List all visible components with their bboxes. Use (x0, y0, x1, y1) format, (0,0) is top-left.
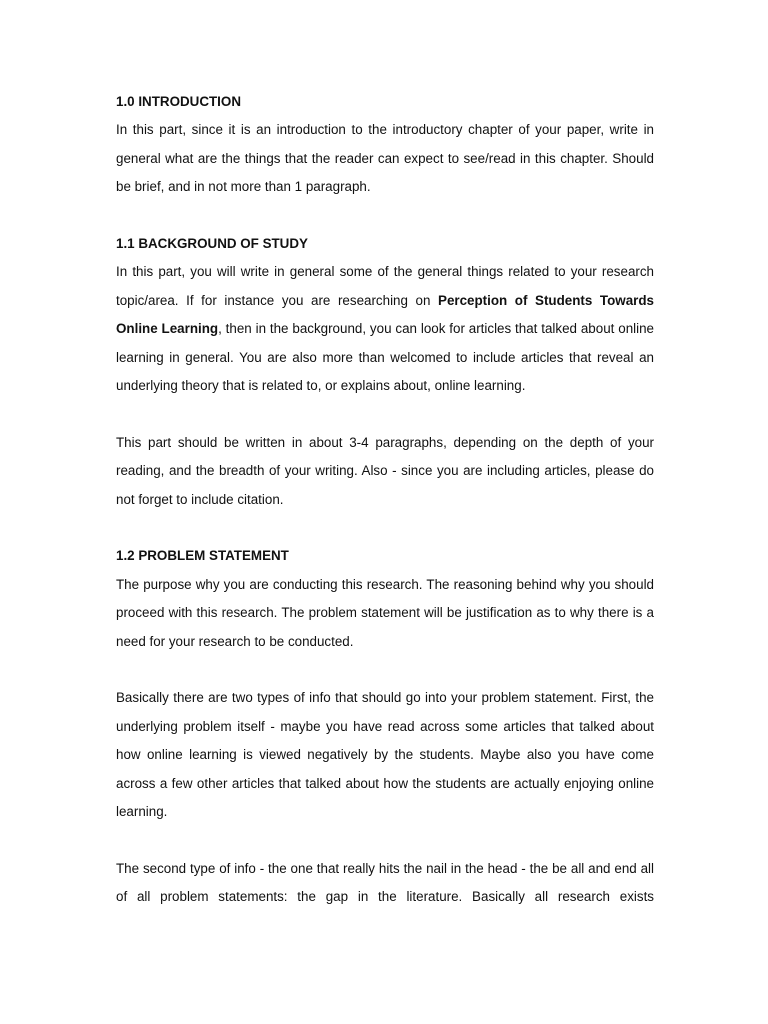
background-paragraph-2: This part should be written in about 3-4 paragraphs, depending on the depth of your reading, and the breadth of your writing. Also - since you are including articles, please do not forget to include citation. (116, 434, 654, 507)
intro-heading: 1.0 INTRODUCTION (116, 94, 241, 109)
background-p1-text-end: , then in the background, you can look for articles that talked about online learning in general. You are also more than welcomed to include articles that reveal an underlying theory that is related to, or explains about, online learning. (116, 321, 654, 394)
problem-paragraph-1: The purpose why you are conducting this research. The reasoning behind why you should proceed with this research. The problem statement will be justification as to why there is a need for your research to be conducted. (116, 576, 654, 649)
paragraph-spacer (116, 827, 654, 855)
paragraph-spacer (116, 656, 654, 684)
problem-paragraph-3: The second type of info - the one that really hits the nail in the head - the be all and end all of all problem statements: the gap in the literature. Basically all research exists (116, 860, 654, 905)
problem-heading: 1.2 PROBLEM STATEMENT (116, 548, 289, 564)
background-paragraph-1 (116, 258, 654, 400)
intro-paragraph: In this part, since it is an introduction to the introductory chapter of your paper, write in general what are the things that the reader can expect to see/read in this chapter. Should be brief, and in not more than 1 paragraph. (116, 122, 654, 195)
problem-paragraph-2: Basically there are two types of info that should go into your problem statement. First, the underlying problem itself - maybe you have read across some articles that talked about how online learning is viewed negatively by the students. Maybe also you have come across a few other articles that talked about how the students are actually enjoying online learning. (116, 690, 654, 820)
section-spacer (116, 514, 654, 542)
document-page (116, 88, 654, 912)
background-p1-bold-topic: Perception of Students Towards Online Learning (116, 292, 654, 337)
background-p1-text-start: In this part, you will write in general some of the general things related to your research topic/area. If for instance you are researching on (116, 264, 654, 308)
paragraph-spacer (116, 400, 654, 428)
section-spacer (116, 202, 654, 230)
background-heading: 1.1 BACKGROUND OF STUDY (116, 236, 308, 252)
